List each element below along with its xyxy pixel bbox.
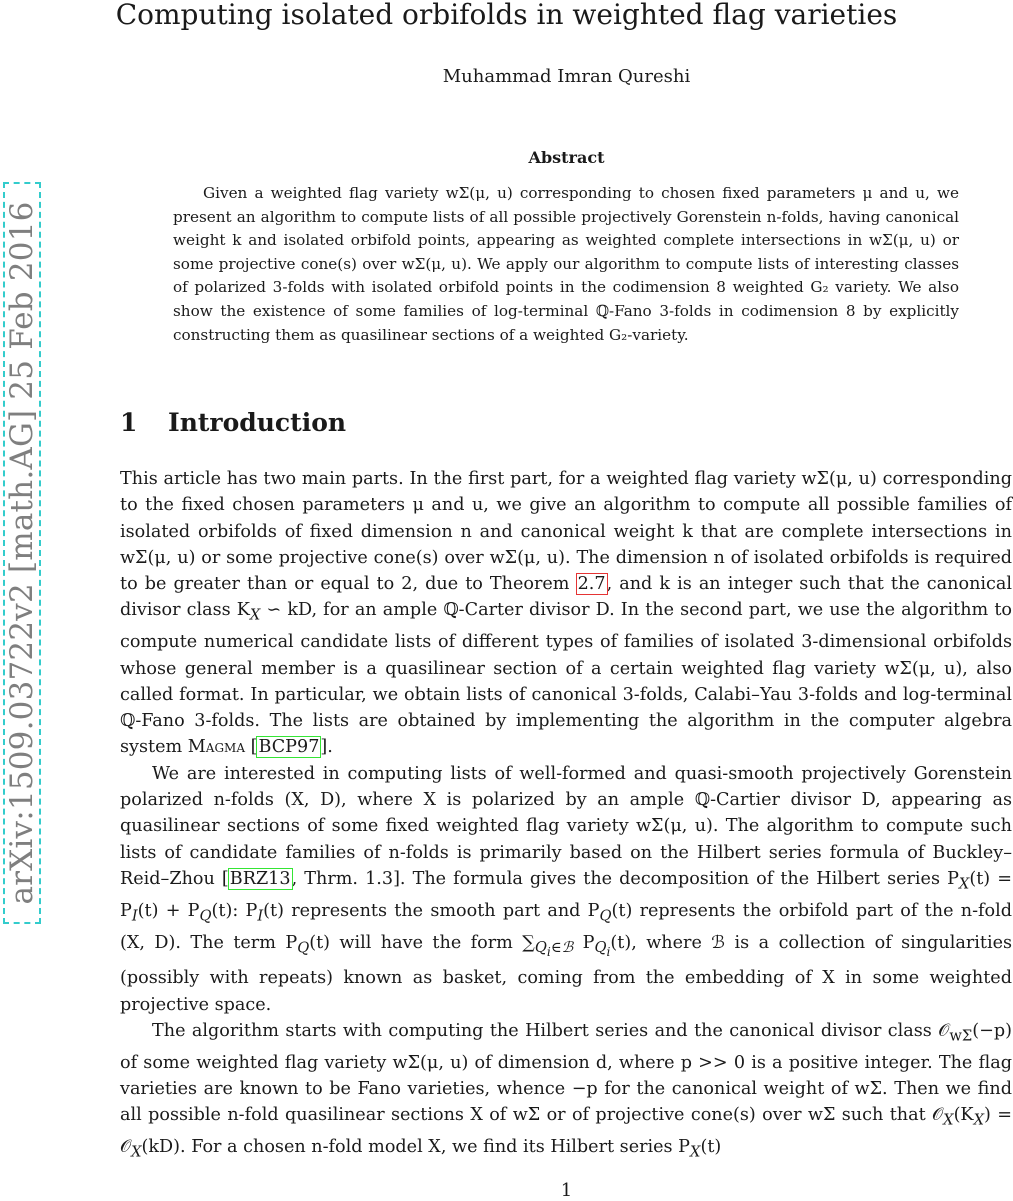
section-heading — [120, 408, 346, 437]
paragraph-2: We are interested in computing lists of well-formed and quasi-smooth projectively Gorenstein polarized n-folds (X, D), where X is polarized by an ample ℚ-Cartier divisor D, appearing as quasilinear sections of some fixed weighted flag variety wΣ(μ, u). The algorithm to compute such lists of candidate families of n-folds is primarily based on the Hilbert series formula of Buckley–Reid–Zhou [BRZ13, Thrm. 1.3]. The formula gives the decomposition of the Hilbert series $P_X(t) = P_I(t) + P_Q(t)$: $P_I(t)$ represents the smooth part and $P_Q(t)$ represents the orbifold part of the n-fold (X, D). The term $P_Q(t)$ will have the form $\sum_{Q_i\in ℬ}$ $P_{Q_i}(t)$, where ℬ is a collection of singularities (possibly with repeats) known as basket, coming from the embedding of X in some weighted projective space. — [120, 763, 1013, 1015]
abstract-heading: Abstract — [528, 148, 605, 167]
paragraph-1: This article has two main parts. In the first part, for a weighted flag variety wΣ(μ, u) corresponding to the fixed chosen parameters μ and u, we give an algorithm to compute all possible families of isolated orbifolds of fixed dimension n and canonical weight k that are complete intersections in wΣ(μ, u) or some projective cone(s) over wΣ(μ, u). The dimension n of isolated orbifolds is required to be greater than or equal to 2, due to Theorem 2.7, and k is an integer such that the canonical divisor class $K_X$ ∽ kD, for an ample ℚ-Carter divisor D. In the second part, we use the algorithm to compute numerical candidate lists of different types of families of isolated 3-dimensional orbifolds whose general member is a quasilinear section of a certain weighted flag variety wΣ(μ, u), also called format. In particular, we obtain lists of canonical 3-folds, Calabi–Yau 3-folds and log-terminal ℚ-Fano 3-folds. The lists are obtained by implementing the algorithm in the computer algebra system Magma [BCP97]. — [120, 469, 1012, 758]
page-number: 1 — [560, 1180, 573, 1201]
section-title: Introduction — [168, 408, 347, 437]
citation-bcp97[interactable]: BCP97 — [258, 737, 320, 758]
magma-name: Magma — [187, 737, 245, 758]
author-name: Muhammad Imran Qureshi — [442, 66, 691, 87]
arxiv-stamp-box[interactable] — [3, 182, 41, 924]
section-number: 1 — [120, 408, 138, 437]
paragraph-3: The algorithm starts with computing the Hilbert series and the canonical divisor class 𝒪$_{w\Sigma}$(−p) of some weighted flag variety wΣ(μ, u) of dimension d, where p >> 0 is a positive integer. The flag varieties are known to be Fano varieties, whence −p for the canonical weight of wΣ. Then we find all possible n-fold quasilinear sections X of wΣ or of projective cone(s) over wΣ such that $𝒪_X(K_X)$ = 𝒪$_X$(kD). For a chosen n-fold model X, we find its Hilbert series $P_X(t)$ — [120, 1020, 1012, 1161]
theorem-link[interactable]: 2.7 — [577, 574, 606, 595]
paper-title: Computing isolated orbifolds in weighted flag varieties — [115, 0, 898, 31]
abstract-body — [173, 182, 959, 347]
arxiv-stamp: arXiv:1509.03722v2 [math.AG] 25 Feb 2016 — [4, 201, 40, 905]
body-text — [120, 466, 1012, 1166]
citation-brz13[interactable]: BRZ13 — [229, 868, 291, 889]
abstract-text: Given a weighted flag variety wΣ(μ, u) corresponding to chosen fixed parameters μ and u, we present an algorithm to compute lists of all possible projectively Gorenstein n-folds, having canonical weight k and isolated orbifold points, appearing as weighted complete intersections in wΣ(μ, u) or some projective cone(s) over wΣ(μ, u). We apply our algorithm to compute lists of interesting classes of polarized 3-folds with isolated orbifold points in the codimension 8 weighted G₂ variety. We also show the existence of some families of log-terminal ℚ-Fano 3-folds in codimension 8 by explicitly constructing them as quasilinear sections of a weighted G₂-variety. — [173, 184, 959, 344]
